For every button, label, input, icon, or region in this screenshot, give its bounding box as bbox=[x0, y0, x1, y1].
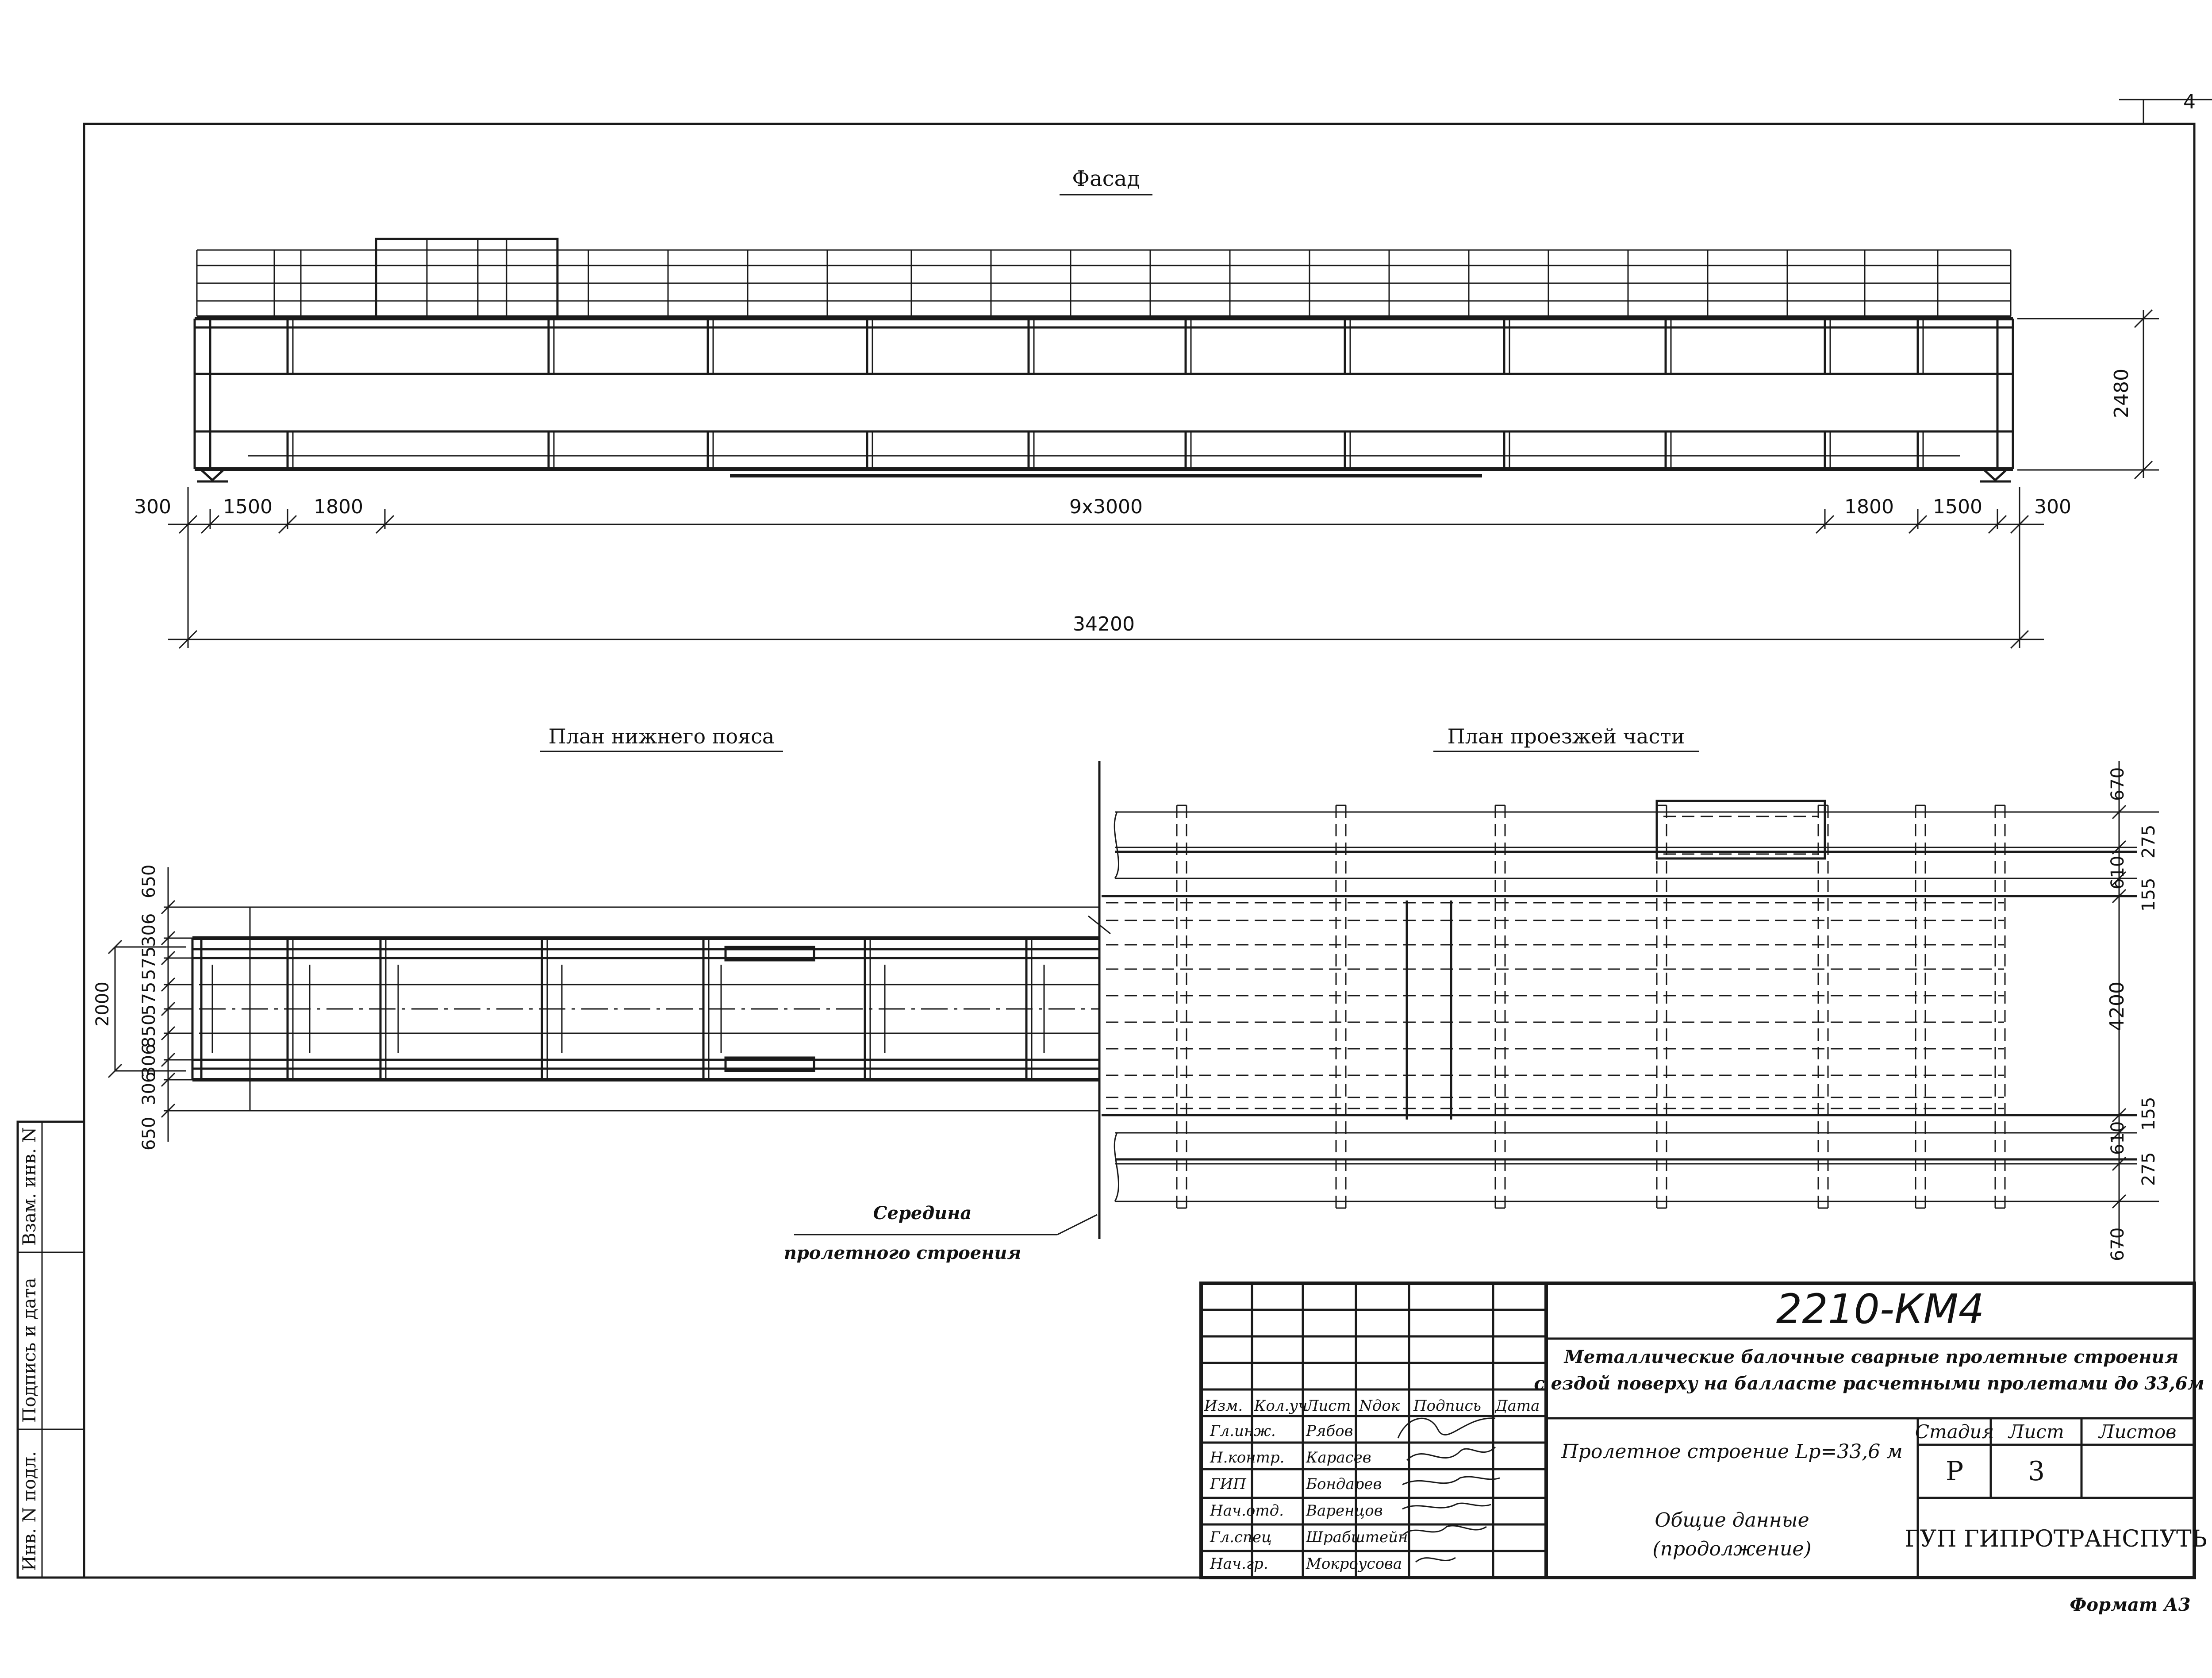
lower-dim-575-a: 575 bbox=[139, 946, 159, 980]
dim-total: 34200 bbox=[1073, 613, 1135, 635]
organization: ГУП ГИПРОТРАНСПУТЬ bbox=[1905, 1526, 2207, 1552]
sheets-label: Листов bbox=[2099, 1421, 2177, 1443]
deck-dim-155-top: 155 bbox=[2139, 877, 2159, 912]
side-stamp-orig-inv: Инв. N подл. bbox=[19, 1451, 40, 1571]
drawing-code: 2210-КМ4 bbox=[1776, 1285, 1985, 1333]
stamp-header-5: Подпись bbox=[1413, 1397, 1482, 1415]
stamp-role-3: ГИП bbox=[1210, 1475, 1246, 1493]
stamp-role-2: Н.контр. bbox=[1210, 1449, 1285, 1466]
format-label: Формат А3 bbox=[2070, 1594, 2191, 1615]
lower-dim-306-top: 306 bbox=[139, 913, 159, 947]
title-line-1: Металлические балочные сварные пролетные строения bbox=[1564, 1347, 2179, 1367]
deck-dim-610-bottom: 610 bbox=[2108, 1121, 2128, 1155]
midspan-note-1: Середина bbox=[873, 1203, 972, 1224]
title-line-2: с ездой поверху на балласте расчетными пролетами до 33,6м bbox=[1534, 1373, 2204, 1394]
deck-dim-155-bottom: 155 bbox=[2139, 1097, 2159, 1131]
deck-plan-title: План проезжей части bbox=[1447, 724, 1685, 748]
stamp-role-4: Нач.отд. bbox=[1210, 1502, 1284, 1520]
dim-middle: 9x3000 bbox=[1069, 496, 1143, 518]
dim-right-1500: 1500 bbox=[1933, 496, 1982, 518]
stamp-header-2: Кол.уч bbox=[1254, 1397, 1308, 1415]
sheet-value: 3 bbox=[2028, 1456, 2045, 1487]
stamp-name-5: Шрабштейн bbox=[1306, 1528, 1408, 1546]
facade-height-dim: 2480 bbox=[2110, 369, 2133, 418]
deck-dim-4200: 4200 bbox=[2106, 981, 2128, 1031]
lower-dim-306-c: 306 bbox=[139, 1071, 159, 1105]
deck-plan bbox=[1102, 724, 2159, 1261]
lower-dim-850: 850 bbox=[139, 1014, 159, 1048]
object-name: Пролетное строение Lр=33,6 м bbox=[1561, 1440, 1903, 1463]
sheet-name-2: (продолжение) bbox=[1652, 1538, 1812, 1560]
midspan-note-2: пролетного строения bbox=[783, 1243, 1022, 1263]
facade-girder bbox=[195, 319, 2013, 481]
page-number: 4 bbox=[2183, 91, 2196, 113]
lower-dim-650-bottom: 650 bbox=[139, 1116, 159, 1151]
dim-left-1800: 1800 bbox=[314, 496, 363, 518]
stamp-header-1: Изм. bbox=[1204, 1397, 1243, 1415]
stamp-header-6: Дата bbox=[1495, 1397, 1540, 1415]
stamp-role-6: Нач.гр. bbox=[1210, 1555, 1268, 1573]
facade-dimensions bbox=[134, 310, 2159, 648]
facade-view bbox=[134, 166, 2159, 648]
deck-dim-610-top: 610 bbox=[2108, 855, 2128, 889]
stamp-name-2: Карасев bbox=[1306, 1449, 1371, 1466]
title-block bbox=[1201, 1283, 2207, 1578]
stage-label: Стадия bbox=[1915, 1421, 1994, 1443]
lower-dim-306-b: 306 bbox=[139, 1043, 159, 1078]
signature-scribbles bbox=[1398, 1418, 1500, 1562]
sheet-name-1: Общие данные bbox=[1655, 1509, 1809, 1532]
stamp-name-6: Мокроусова bbox=[1306, 1555, 1402, 1573]
side-stamp-replace-inv: Взам. инв. N bbox=[19, 1127, 40, 1246]
deck-dim-275-bottom: 275 bbox=[2139, 1152, 2159, 1186]
lower-dim-2000: 2000 bbox=[92, 981, 113, 1027]
side-stamp bbox=[18, 1122, 84, 1578]
deck-dim-670-bottom: 670 bbox=[2108, 1227, 2128, 1261]
facade-title: Фасад bbox=[1072, 166, 1140, 191]
lower-chord-plan bbox=[92, 724, 1110, 1263]
side-stamp-sign-date: Подпись и дата bbox=[19, 1278, 40, 1423]
dim-left-1500: 1500 bbox=[223, 496, 273, 518]
lower-dim-650-top: 650 bbox=[139, 864, 159, 898]
dim-right-1800: 1800 bbox=[1844, 496, 1894, 518]
sheet-label: Лист bbox=[2008, 1421, 2064, 1443]
stamp-header-3: Лист bbox=[1306, 1397, 1351, 1415]
deck-dim-275-top: 275 bbox=[2139, 824, 2159, 858]
facade-railing bbox=[197, 239, 2011, 316]
lower-plan-title: План нижнего пояса bbox=[548, 724, 775, 748]
stamp-role-1: Гл.инж. bbox=[1210, 1422, 1276, 1440]
stamp-header-4: Nдок bbox=[1359, 1397, 1400, 1415]
dim-right-300: 300 bbox=[2034, 496, 2071, 518]
stamp-name-3: Бондарев bbox=[1306, 1475, 1382, 1493]
deck-dim-670-top: 670 bbox=[2108, 767, 2128, 801]
stamp-name-4: Варенцов bbox=[1306, 1502, 1383, 1520]
stamp-name-1: Рябов bbox=[1306, 1422, 1353, 1440]
stage-value: Р bbox=[1945, 1456, 1964, 1487]
stamp-role-5: Гл.спец bbox=[1210, 1528, 1272, 1546]
dim-left-300: 300 bbox=[134, 496, 171, 518]
lower-dim-575-b: 575 bbox=[139, 981, 159, 1016]
